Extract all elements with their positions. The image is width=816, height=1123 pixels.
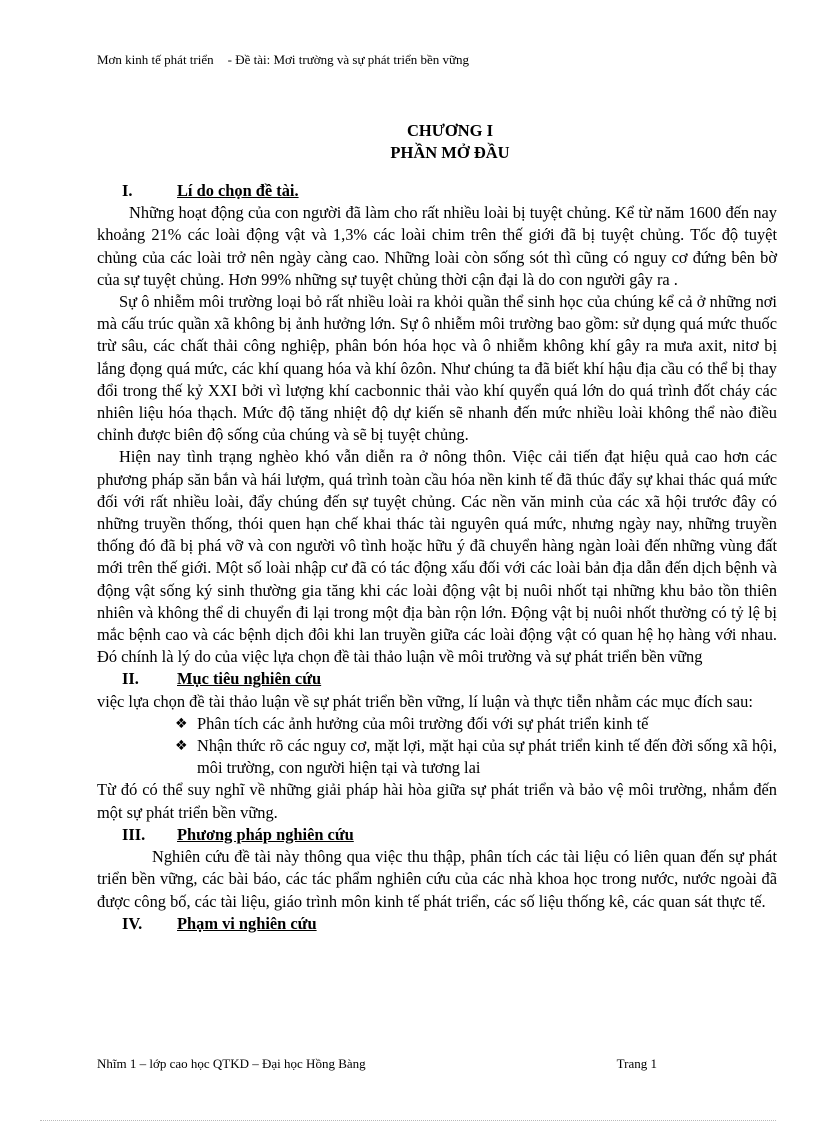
page-header bbox=[97, 52, 469, 68]
header-topic: - Đề tài: Mơi trường và sự phát triển bền vững bbox=[227, 52, 470, 67]
chapter-number: CHƯƠNG I bbox=[406, 121, 493, 140]
diamond-bullet-icon: ❖ bbox=[175, 738, 188, 755]
section-title: Phạm vi nghiên cứu bbox=[177, 913, 317, 933]
page-footer bbox=[97, 1056, 657, 1072]
paragraph: Sự ô nhiễm môi trường loại bỏ rất nhiều loài ra khỏi quần thể sinh học của chúng kể cả ở những nơi mà cấu trúc quần xã không bị ảnh hưởng lớn. Sự ô nhiễm môi trường bao gồm: sử dụng quá mức thuốc trừ sâu, các chất thải công nghiệp, phân bón hóa học và ô nhiễm không khí gây ra mưa axit, nitơ bị lắng đọng quá mức, các khí quang hóa và khí ôzôn. Như chúng ta đã biết khí hậu địa cầu có thể bị thay đổi trong thế kỷ XXI bởi vì lượng khí cacbonnic thải vào khí quyển quá lớn do quá trình đốt cháy các nhiên liệu hóa thạch. Mức độ tăng nhiệt độ dự kiến sẽ nhanh đến mức nhiều loài không thể nào điều chỉnh được biên độ sống của chúng và sẽ bị tuyệt chủng. bbox=[97, 292, 777, 445]
paragraph: Từ đó có thể suy nghĩ về những giải pháp hài hòa giữa sự phát triển và bảo vệ môi trường, nhắm đến một sự phát triển bền vững. bbox=[97, 780, 777, 822]
list-item bbox=[97, 735, 777, 779]
paragraph: việc lựa chọn đề tài thảo luận về sự phát triển bền vững, lí luận và thực tiễn nhằm các mục đích sau: bbox=[97, 691, 753, 711]
section-title: Lí do chọn đề tài. bbox=[177, 181, 299, 200]
header-course: Mơn kinh tế phát triển bbox=[97, 52, 214, 67]
chapter-title: PHẦN MỞ ĐẦU bbox=[390, 143, 510, 162]
section-heading-3 bbox=[97, 824, 777, 846]
section-title: Mục tiêu nghiên cứu bbox=[177, 669, 322, 689]
list-item-text: Nhận thức rõ các nguy cơ, mặt lợi, mặt hại của sự phát triển kinh tế đến đời sống xã hội, môi trường, con người hiện tại và tương lai bbox=[197, 736, 777, 778]
section-number: IV. bbox=[122, 913, 143, 933]
list-item bbox=[97, 713, 777, 735]
section-heading-1 bbox=[97, 180, 777, 202]
page-break-divider bbox=[40, 1120, 776, 1121]
bullet-list bbox=[97, 713, 777, 780]
section-number: I. bbox=[122, 181, 133, 200]
diamond-bullet-icon: ❖ bbox=[175, 715, 188, 732]
section-heading-4 bbox=[97, 913, 777, 935]
section-title: Phương pháp nghiên cứu bbox=[177, 824, 354, 844]
list-item-text: Phân tích các ảnh hưởng của môi trường đối với sự phát triển kinh tế bbox=[197, 713, 649, 733]
document-body bbox=[97, 180, 777, 935]
section-number: II. bbox=[122, 669, 139, 689]
page-number: Trang 1 bbox=[616, 1056, 657, 1071]
footer-group: Nhĩm 1 – lớp cao học QTKD – Đại học Hồng Bàng bbox=[97, 1056, 366, 1071]
paragraph: Hiện nay tình trạng nghèo khó vẫn diễn ra ở nông thôn. Việc cải tiến đạt hiệu quả cao hơn các phương pháp săn bắn và hái lượm, quá trình toàn cầu hóa nền kinh tế đã thúc đẩy sự khai thác quá mức đối với rất nhiều loài, đẩy chúng đến sự tuyệt chủng. Các nền văn minh của các xã hội trước đây có những truyền thống, thói quen hạn chế khai thác tài nguyên quá mức, nhưng ngày nay, những truyền thống đó đã bị phá vỡ và con người vô tình hoặc hữu ý đã chuyển hàng ngàn loài đến những vùng đất mới trên thế giới. Một số loài nhập cư đã có tác động xấu đối với các loài bản địa dẫn đến dịch bệnh và động vật sống ký sinh thường gia tăng khi các loài động vật bị nuôi nhốt tại những khu bảo tồn thiên nhiên và không thể di chuyển đi lại trong một địa bàn rộn lớn. Động vật bị nuôi nhốt thường có tỷ lệ bị mắc bệnh cao và các bệnh dịch đôi khi lan truyền giữa các loài động vật có quan hệ họ hàng với nhau. Đó chính là lý do của việc lựa chọn đề tài thảo luận về môi trường và sự phát triển bền vững bbox=[97, 447, 777, 667]
paragraph: Những hoạt động của con người đã làm cho rất nhiều loài bị tuyệt chủng. Kể từ năm 1600 đến nay khoảng 21% các loài động vật và 1,3% các loài chim trên thế giới đã bị tuyệt chủng. Tốc độ tuyệt chủng của các loài trở nên ngày càng cao. Những loài còn sống sót thì cũng có nguy cơ đứng bên bờ của sự tuyệt chủng. Hơn 99% những sự tuyệt chủng thời cận đại là do con người gây ra . bbox=[97, 203, 777, 289]
paragraph: Nghiên cứu đề tài này thông qua việc thu thập, phân tích các tài liệu có liên quan đến sự phát triển bền vững, các bài báo, các tác phẩm nghiên cứu của các nhà khoa học trong nước, nước ngoài đã được công bố, các tài liệu, giáo trình môn kinh tế phát triển, các số liệu thống kê, các quan sát thực tế. bbox=[97, 847, 777, 911]
section-heading-2 bbox=[97, 668, 777, 690]
section-number: III. bbox=[122, 824, 146, 844]
